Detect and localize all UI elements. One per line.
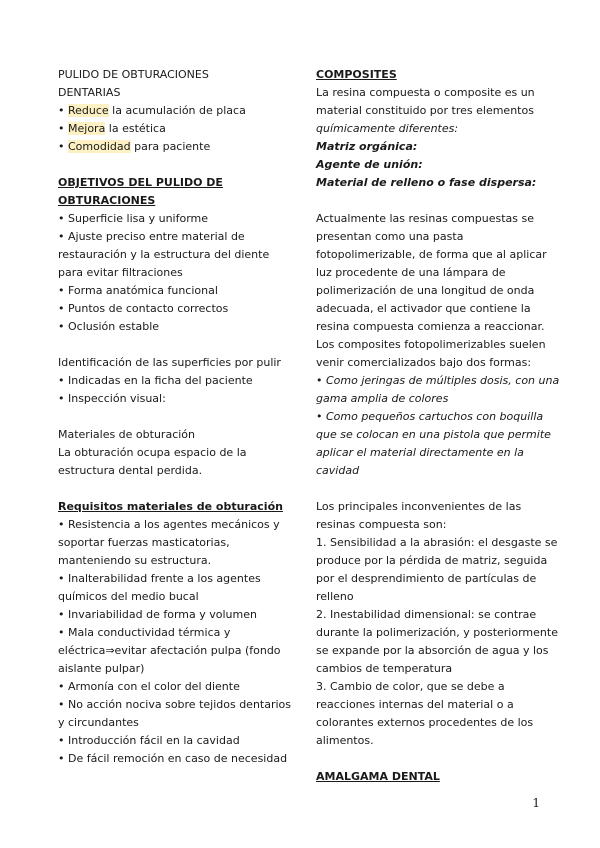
text-line: químicos del medio bucal — [58, 590, 199, 603]
text-line: • Armonía con el color del diente — [58, 680, 240, 693]
text-line: • Forma anatómica funcional — [58, 284, 218, 297]
text-line: • Como pequeños cartuchos con boquilla — [316, 410, 544, 423]
text-line: • Oclusión estable — [58, 320, 160, 333]
text-line: relleno — [316, 590, 354, 603]
text-line: OBJETIVOS DEL PULIDO DE — [58, 176, 223, 189]
text-line: resinas compuesta son: — [316, 518, 447, 531]
text-line: colorantes externos procedentes de los — [316, 716, 534, 729]
bullet: • — [58, 104, 68, 117]
text-line: químicamente diferentes: — [316, 122, 459, 135]
text-line: • Puntos de contacto correctos — [58, 302, 229, 315]
text-line: • Mala conductividad térmica y — [58, 626, 231, 639]
text-line: fotopolimerizable, de forma que al aplicar — [316, 248, 547, 261]
text-line: • Inspección visual: — [58, 392, 166, 405]
text-line: 3. Cambio de color, que se debe a — [316, 680, 505, 693]
text-line: Identificación de las superficies por pulir — [58, 356, 281, 369]
right-column — [316, 66, 560, 786]
text-line: presentan como una pasta — [316, 230, 464, 243]
text-line: manteniendo su estructura. — [58, 554, 212, 567]
text-line: • De fácil remoción en caso de necesidad — [58, 752, 288, 765]
text-line: Materiales de obturación — [58, 428, 195, 441]
left-column — [58, 66, 292, 768]
text-line: Agente de unión: — [316, 158, 423, 171]
text-line: • Indicadas en la ficha del paciente — [58, 374, 253, 387]
text-line: • Como jeringas de múltiples dosis, con una — [316, 374, 560, 387]
spacer — [316, 750, 548, 768]
text-line: gama amplia de colores — [316, 392, 449, 405]
text-line: • Ajuste preciso entre material de — [58, 230, 245, 243]
text-line: COMPOSITES — [316, 68, 397, 81]
text-line: Los principales inconvenientes de las — [316, 500, 522, 513]
text-line: durante la polimerización, y posteriormente — [316, 626, 558, 639]
text-line: resina compuesta comienza a reaccionar. — [316, 320, 545, 333]
text-line: Matriz orgánica: — [316, 140, 418, 153]
text-line: La obturación ocupa espacio de la — [58, 446, 247, 459]
spacer — [58, 336, 280, 354]
line-rest: la estética — [105, 122, 166, 135]
text-line: 1. Sensibilidad a la abrasión: el desgaste se — [316, 536, 558, 549]
spacer — [58, 408, 280, 426]
text-line: adecuada, el activador que contiene la — [316, 302, 531, 315]
text-line: luz procedente de una lámpara de — [316, 266, 506, 279]
highlighted-term: Reduce — [68, 104, 109, 117]
bullet: • — [58, 122, 68, 135]
text-line: Material de relleno o fase dispersa: — [316, 176, 537, 189]
text-line: • Resistencia a los agentes mecánicos y — [58, 518, 280, 531]
text-line: soportar fuerzas masticatorias, — [58, 536, 230, 549]
line-rest: para paciente — [130, 140, 211, 153]
text-line: estructura dental perdida. — [58, 464, 203, 477]
text-line: cavidad — [316, 464, 360, 477]
text-line: DENTARIAS — [58, 86, 121, 99]
text-line: • Inalterabilidad frente a los agentes — [58, 572, 261, 585]
text-line: • No acción nociva sobre tejidos dentarios — [58, 698, 292, 711]
text-line: Actualmente las resinas compuestas se — [316, 212, 535, 225]
text-line: produce por la pérdida de matriz, seguida — [316, 554, 548, 567]
text-line: para evitar filtraciones — [58, 266, 183, 279]
spacer — [58, 156, 280, 174]
text-line: por el desprendimiento de partículas de — [316, 572, 537, 585]
text-line — [58, 120, 280, 138]
text-line: aislante pulpar) — [58, 662, 145, 675]
spacer — [316, 480, 548, 498]
text-line: alimentos. — [316, 734, 374, 747]
text-line: material constituido por tres elementos — [316, 104, 534, 117]
spacer — [316, 192, 548, 210]
text-line: 2. Inestabilidad dimensional: se contrae — [316, 608, 537, 621]
text-line — [58, 138, 280, 156]
text-line: restauración y la estructura del diente — [58, 248, 270, 261]
highlighted-term: Mejora — [68, 122, 106, 135]
page-number: 1 — [532, 796, 540, 810]
text-line: La resina compuesta o composite es un — [316, 86, 535, 99]
text-line: cambios de temperatura — [316, 662, 453, 675]
text-line: que se colocan en una pistola que permite — [316, 428, 551, 441]
line-rest: la acumulación de placa — [108, 104, 246, 117]
text-line: y circundantes — [58, 716, 139, 729]
text-line: PULIDO DE OBTURACIONES — [58, 68, 209, 81]
text-line — [58, 102, 280, 120]
text-line: aplicar el material directamente en la — [316, 446, 524, 459]
text-line: polimerización de una longitud de onda — [316, 284, 535, 297]
text-line: OBTURACIONES — [58, 194, 156, 207]
text-line: Requisitos materiales de obturación — [58, 500, 283, 513]
text-line: reacciones internas del material o a — [316, 698, 514, 711]
text-line: eléctrica⇒evitar afectación pulpa (fondo — [58, 644, 281, 657]
text-line: • Invariabilidad de forma y volumen — [58, 608, 257, 621]
text-line: Los composites fotopolimerizables suelen — [316, 338, 546, 351]
text-line: • Introducción fácil en la cavidad — [58, 734, 240, 747]
highlighted-term: Comodidad — [68, 140, 131, 153]
bullet: • — [58, 140, 68, 153]
spacer — [58, 480, 280, 498]
text-line: • Superficie lisa y uniforme — [58, 212, 209, 225]
text-line: AMALGAMA DENTAL — [316, 770, 440, 783]
text-line: se expande por la absorción de agua y los — [316, 644, 549, 657]
text-line: venir comercializados bajo dos formas: — [316, 356, 532, 369]
